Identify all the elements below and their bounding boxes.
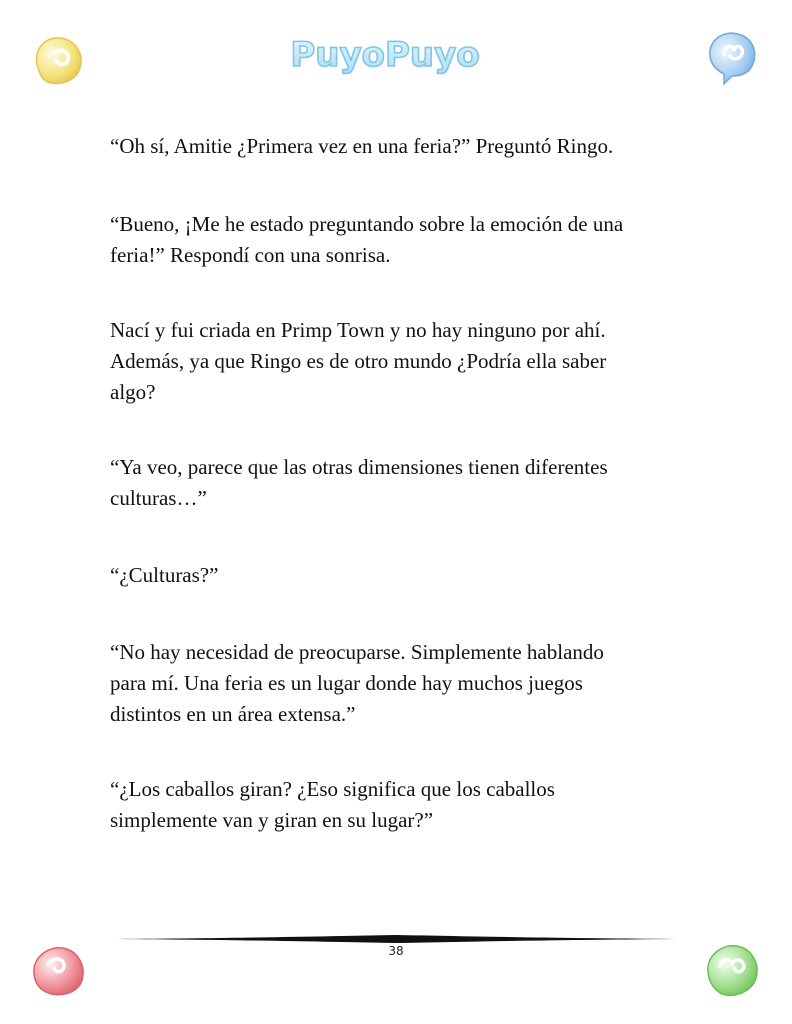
page-number: 38	[388, 944, 404, 958]
logo-text: PuyoPuyo	[290, 35, 480, 75]
puyopuyo-logo	[290, 30, 480, 80]
paragraph: “Oh sí, Amitie ¿Primera vez en una feria?” Preguntó Ringo.	[110, 134, 614, 158]
blue-puyo-icon	[702, 26, 762, 86]
paragraph: Nací y fui criada en Primp Town y no hay ninguno por ahí. Además, ya que Ringo es de otro mundo ¿Podría ella saber algo?	[110, 318, 607, 404]
paragraph: “No hay necesidad de preocuparse. Simplemente hablando para mí. Una feria es un lugar donde hay muchos juegos distintos en un área extensa.”	[110, 640, 604, 726]
paragraph: “Bueno, ¡Me he estado preguntando sobre la emoción de una feria!” Respondí con una sonrisa.	[110, 212, 624, 267]
yellow-puyo-icon	[28, 30, 88, 90]
paragraph: “¿Los caballos giran? ¿Eso significa que los caballos simplemente van y giran en su lugar?”	[110, 777, 555, 832]
red-puyo-icon	[28, 940, 88, 1000]
green-puyo-icon	[702, 940, 762, 1000]
paragraph: “¿Culturas?”	[110, 563, 219, 587]
paragraph: “Ya veo, parece que las otras dimensiones tienen diferentes culturas…”	[110, 455, 608, 510]
